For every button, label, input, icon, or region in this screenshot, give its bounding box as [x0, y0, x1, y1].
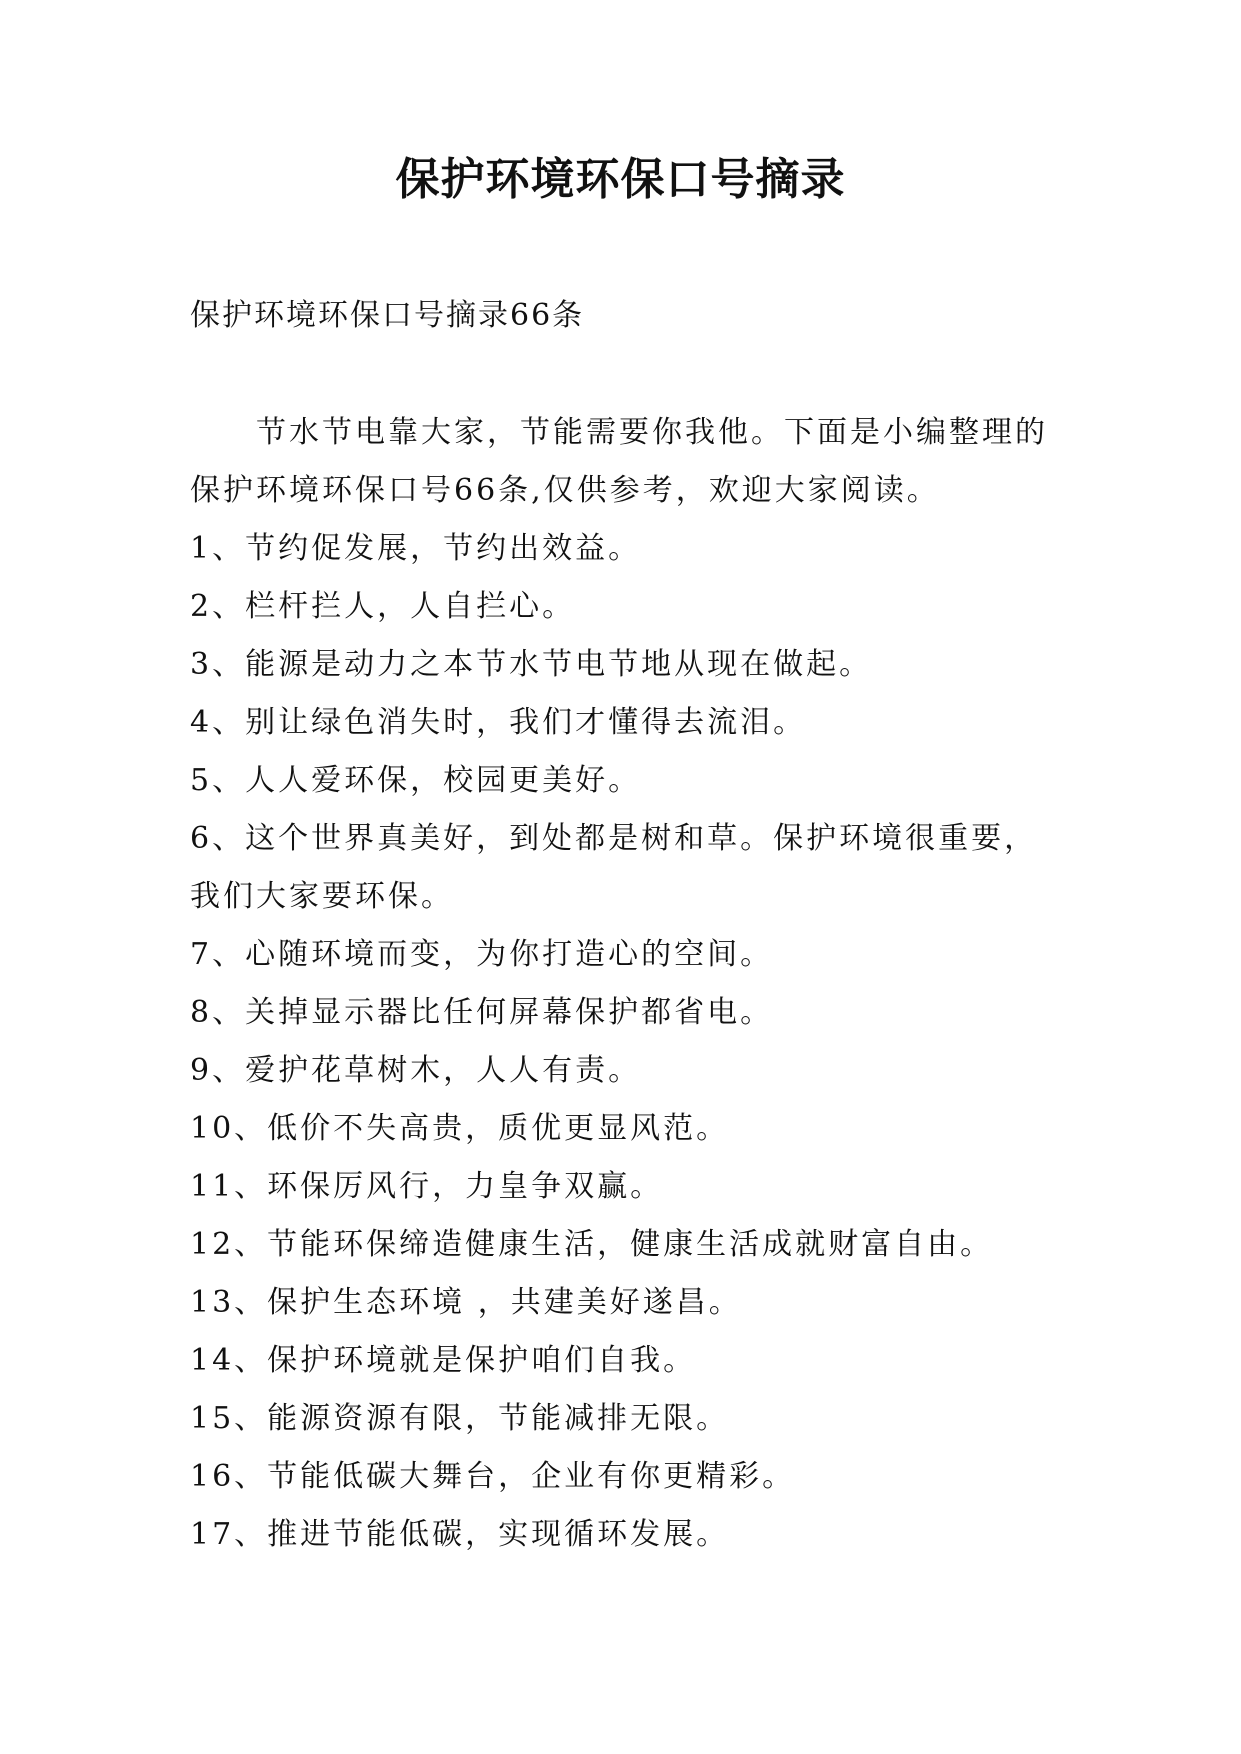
list-item: 2、栏杆拦人，人自拦心。	[190, 589, 576, 624]
list-item: 9、爱护花草树木，人人有责。	[190, 1053, 642, 1088]
document-body	[190, 404, 1060, 1564]
list-item: 11、环保厉风行，力皇争双赢。	[190, 1169, 664, 1204]
list-item: 4、别让绿色消失时，我们才懂得去流泪。	[190, 705, 807, 740]
intro-line-1: 节水节电靠大家，节能需要你我他。下面是小编整理的	[256, 415, 1048, 450]
list-item: 10、低价不失高贵，质优更显风范。	[190, 1111, 730, 1146]
list-item: 17、推进节能低碳，实现循环发展。	[190, 1517, 730, 1552]
list-item: 12、节能环保缔造健康生活，健康生活成就财富自由。	[190, 1227, 994, 1262]
list-item: 16、节能低碳大舞台，企业有你更精彩。	[190, 1459, 796, 1494]
intro-line-2: 保护环境环保口号66条,仅供参考，欢迎大家阅读。	[190, 473, 940, 508]
list-item: 7、心随环境而变，为你打造心的空间。	[190, 937, 774, 972]
list-item: 6、这个世界真美好，到处都是树和草。保护环境很重要，	[190, 821, 1038, 856]
list-item: 13、保护生态环境 ，共建美好遂昌。	[190, 1285, 742, 1320]
list-item: 5、人人爱环保，校园更美好。	[190, 763, 642, 798]
list-item: 1、节约促发展，节约出效益。	[190, 531, 642, 566]
list-item: 8、关掉显示器比任何屏幕保护都省电。	[190, 995, 774, 1030]
list-item: 15、能源资源有限，节能减排无限。	[190, 1401, 730, 1436]
list-item-continuation: 我们大家要环保。	[190, 879, 454, 914]
document-title: 保护环境环保口号摘录	[395, 154, 846, 205]
document-subtitle: 保护环境环保口号摘录66条	[190, 298, 585, 333]
list-item: 3、能源是动力之本节水节电节地从现在做起。	[190, 647, 873, 682]
list-item: 14、保护环境就是保护咱们自我。	[190, 1343, 697, 1378]
